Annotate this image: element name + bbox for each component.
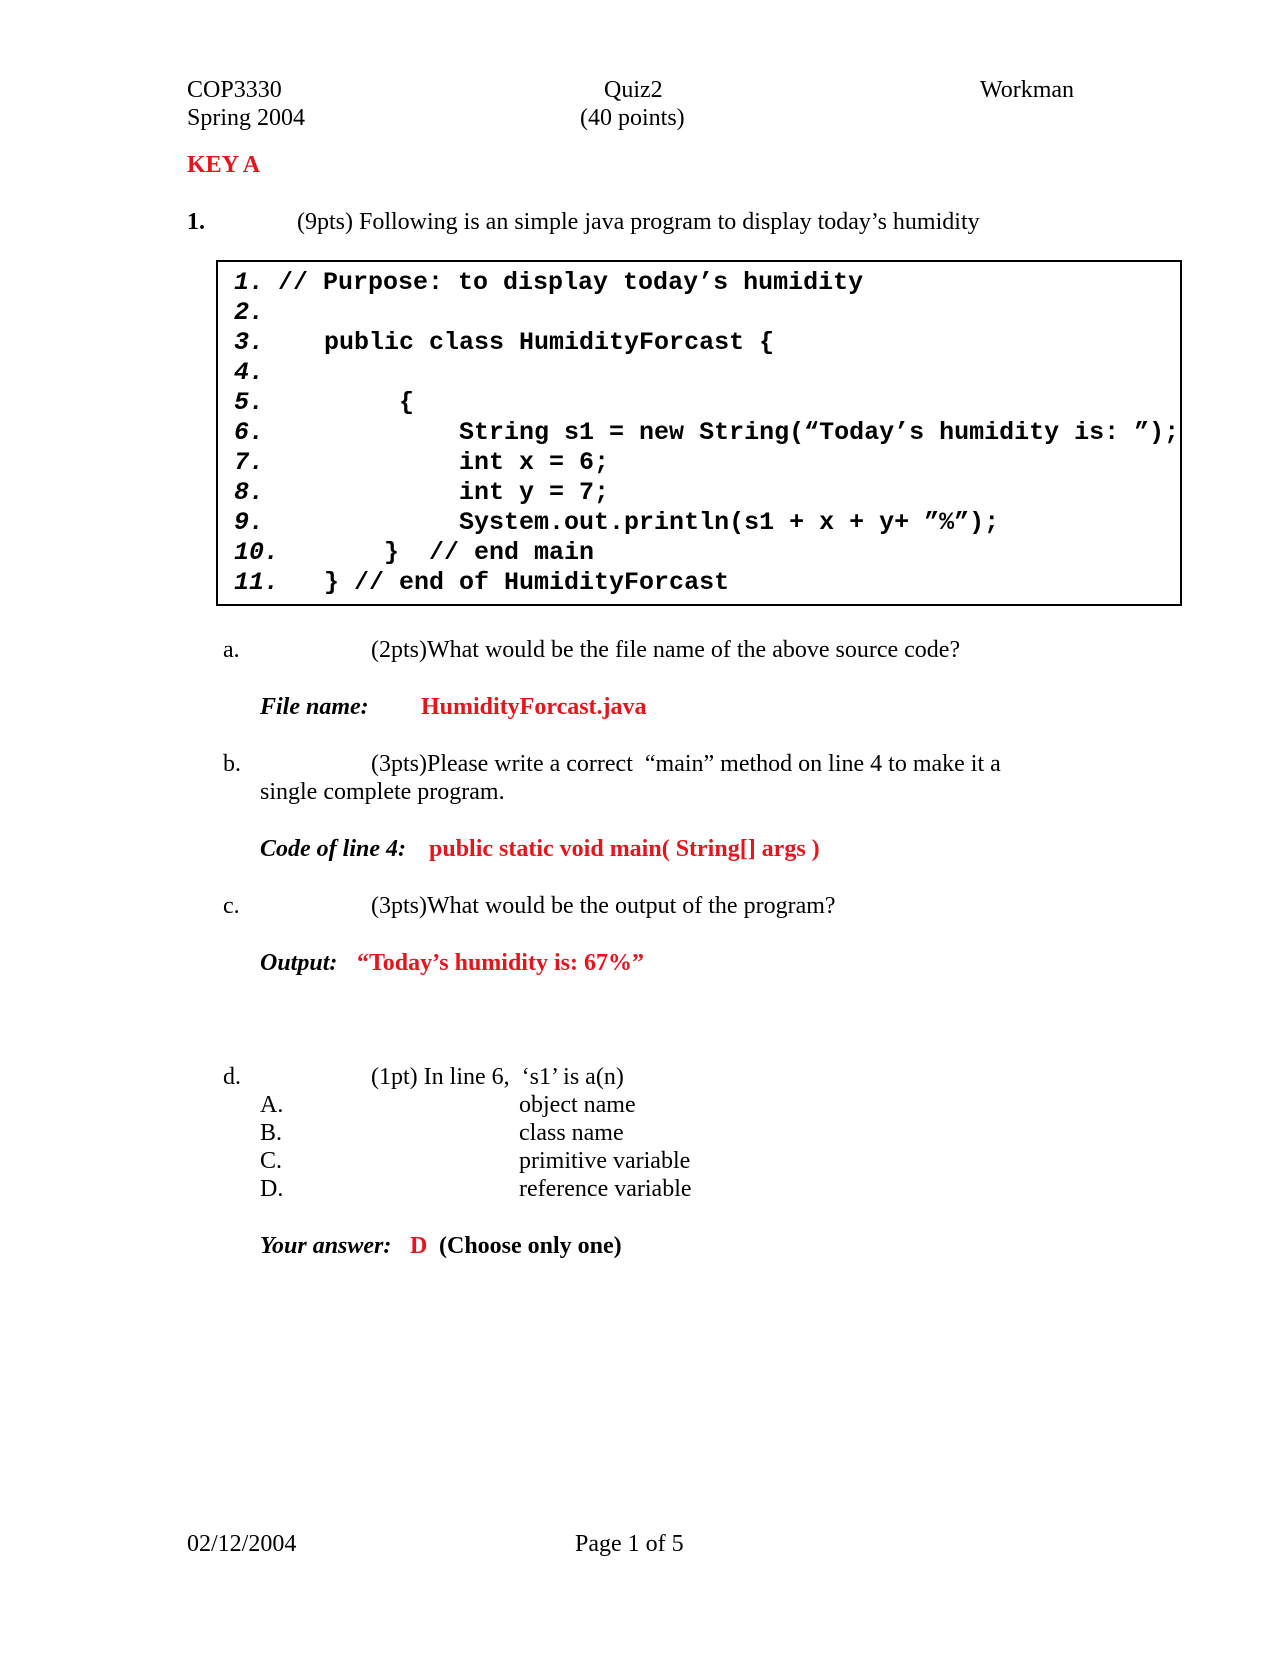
code-line-text: System.out.println(s1 + x + y+ ”%”); bbox=[294, 508, 1000, 537]
question-text: (9pts) Following is an simple java program to display today’s humidity bbox=[297, 209, 980, 235]
code-line-text: String s1 = new String(“Today’s humidity is: ”); bbox=[294, 418, 1180, 447]
part-b-question-line2: single complete program. bbox=[260, 779, 505, 805]
option-text: class name bbox=[519, 1120, 624, 1146]
code-line bbox=[234, 388, 414, 418]
code-line-text: } // end of HumidityForcast bbox=[294, 568, 730, 597]
code-line-text: // Purpose: to display today’s humidity bbox=[278, 268, 864, 297]
code-line-number: 9. bbox=[234, 508, 265, 537]
code-line bbox=[234, 298, 294, 328]
output-answer: “Today’s humidity is: 67%” bbox=[357, 950, 644, 976]
code-line bbox=[234, 568, 729, 598]
code-line4-answer: public static void main( String[] args ) bbox=[429, 836, 820, 862]
code-line bbox=[234, 418, 1179, 448]
code-listing bbox=[216, 260, 1182, 606]
part-b-question-line1: (3pts)Please write a correct “main” method on line 4 to make it a bbox=[371, 751, 1001, 777]
part-a-question: (2pts)What would be the file name of the above source code? bbox=[371, 637, 961, 663]
option-text: reference variable bbox=[519, 1176, 692, 1202]
part-d-letter: d. bbox=[223, 1064, 241, 1090]
code-line bbox=[234, 328, 774, 358]
option-letter: D. bbox=[260, 1176, 284, 1202]
code-line-number: 7. bbox=[234, 448, 265, 477]
instructor-name: Workman bbox=[980, 77, 1075, 103]
choose-one-note: (Choose only one) bbox=[439, 1233, 622, 1259]
question-number: 1. bbox=[187, 209, 205, 235]
option-letter: A. bbox=[260, 1092, 284, 1118]
option-letter: C. bbox=[260, 1148, 283, 1174]
part-c-question: (3pts)What would be the output of the program? bbox=[371, 893, 836, 919]
code-line-text: public class HumidityForcast { bbox=[294, 328, 775, 357]
code-line-text: int x = 6; bbox=[294, 448, 610, 477]
part-b-letter: b. bbox=[223, 751, 241, 777]
part-c-letter: c. bbox=[223, 893, 240, 919]
code-line bbox=[234, 538, 594, 568]
code-line-number: 5. bbox=[234, 388, 265, 417]
code-line-text: } // end main bbox=[294, 538, 595, 567]
code-line-number: 11. bbox=[234, 568, 280, 597]
code-line-number: 2. bbox=[234, 298, 265, 327]
footer-date: 02/12/2004 bbox=[187, 1531, 297, 1557]
code-line-number: 4. bbox=[234, 358, 265, 387]
course-code: COP3330 bbox=[187, 77, 282, 103]
answer-key-label: KEY A bbox=[187, 152, 261, 178]
code-line4-label: Code of line 4: bbox=[260, 836, 406, 862]
code-line-text: { bbox=[294, 388, 415, 417]
file-name-answer: HumidityForcast.java bbox=[421, 694, 647, 720]
part-a-letter: a. bbox=[223, 637, 240, 663]
code-line bbox=[234, 268, 863, 298]
code-line bbox=[234, 358, 294, 388]
footer-page-number: Page 1 of 5 bbox=[575, 1531, 684, 1557]
code-line-number: 8. bbox=[234, 478, 265, 507]
your-answer-value: D bbox=[410, 1233, 428, 1259]
code-line bbox=[234, 448, 609, 478]
code-line bbox=[234, 478, 609, 508]
option-letter: B. bbox=[260, 1120, 283, 1146]
file-name-label: File name: bbox=[260, 694, 369, 720]
option-text: object name bbox=[519, 1092, 636, 1118]
part-d-question: (1pt) In line 6, ‘s1’ is a(n) bbox=[371, 1064, 624, 1090]
term: Spring 2004 bbox=[187, 105, 306, 131]
code-line-number: 3. bbox=[234, 328, 265, 357]
option-text: primitive variable bbox=[519, 1148, 691, 1174]
quiz-points: (40 points) bbox=[580, 105, 685, 131]
your-answer-label: Your answer: bbox=[260, 1233, 392, 1259]
quiz-title: Quiz2 bbox=[604, 77, 663, 103]
code-line-text: int y = 7; bbox=[294, 478, 610, 507]
output-label: Output: bbox=[260, 950, 338, 976]
code-line bbox=[234, 508, 999, 538]
code-line-number: 10. bbox=[234, 538, 280, 567]
code-line-number: 1. bbox=[234, 268, 265, 297]
code-line-number: 6. bbox=[234, 418, 265, 447]
